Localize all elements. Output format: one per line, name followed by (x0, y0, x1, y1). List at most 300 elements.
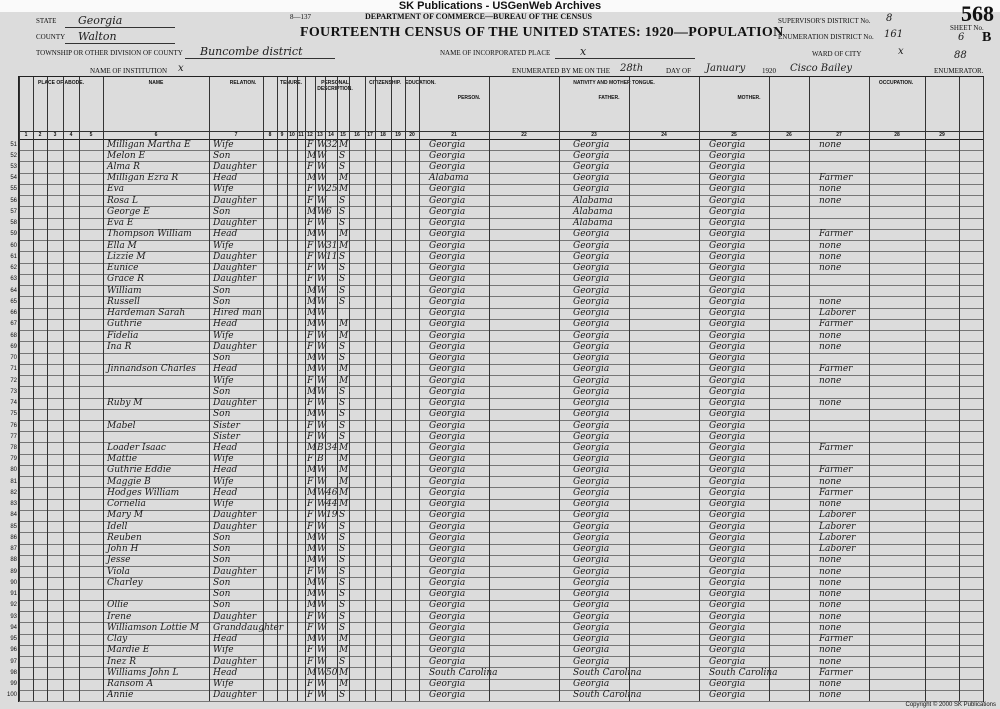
row-number: 55 (10, 186, 17, 193)
column-number: 1 (24, 132, 28, 138)
row-number: 66 (10, 310, 17, 317)
occupation: none (819, 341, 842, 352)
race: W (317, 409, 327, 420)
marital-status: S (339, 296, 346, 307)
mother-birthplace: Georgia (709, 442, 746, 453)
occupation: none (819, 240, 842, 251)
row-number: 53 (10, 163, 17, 170)
column-number: 25 (731, 132, 737, 138)
sex: M (307, 386, 317, 397)
mother-birthplace: Georgia (709, 510, 746, 521)
birthplace: Georgia (429, 161, 466, 172)
township-label: TOWNSHIP OR OTHER DIVISION OF COUNTY (36, 49, 183, 57)
age: 25 (326, 184, 338, 195)
sex: F (307, 566, 314, 577)
institution-value: x (178, 63, 184, 74)
marital-status: M (339, 499, 349, 510)
month-value: January (706, 63, 746, 74)
sex: M (307, 667, 317, 678)
father-birthplace: Georgia (573, 161, 610, 172)
sex: F (307, 645, 314, 656)
occupation: Farmer (819, 364, 853, 375)
row-number: 80 (10, 467, 17, 474)
row-number: 85 (10, 523, 17, 530)
grid-column-line (349, 77, 350, 701)
person-name: Milligan Ezra R (107, 173, 179, 184)
grid-column-line (305, 77, 306, 701)
grid-column-line (983, 77, 984, 701)
relation: Head (213, 487, 238, 498)
sex: M (307, 465, 317, 476)
mother-birthplace: Georgia (709, 409, 746, 420)
supervisor-value: 8 (886, 13, 893, 24)
place-label: NAME OF INCORPORATED PLACE (440, 49, 551, 57)
occupation: Farmer (819, 229, 853, 240)
race: W (317, 499, 327, 510)
relation: Son (213, 577, 231, 588)
person-name: Ollie (107, 600, 129, 611)
mother-birthplace: Georgia (709, 386, 746, 397)
occupation: Farmer (819, 442, 853, 453)
person-name: Williams John L (107, 667, 179, 678)
row-number: 96 (10, 647, 17, 654)
age: 46 (326, 487, 338, 498)
row-number: 67 (10, 321, 17, 328)
mother-birthplace: Georgia (709, 454, 746, 465)
father-birthplace: Georgia (573, 184, 610, 195)
father-birthplace: Georgia (573, 251, 610, 262)
father-birthplace: Georgia (573, 173, 610, 184)
birthplace: Georgia (429, 510, 466, 521)
marital-status: S (339, 386, 346, 397)
race: W (317, 229, 327, 240)
person-name: Mabel (107, 420, 136, 431)
grid-column-line (103, 77, 104, 701)
birthplace: Georgia (429, 611, 466, 622)
ward-label: WARD OF CITY (812, 50, 862, 58)
row-number: 78 (10, 444, 17, 451)
race: W (317, 353, 327, 364)
person-name: Guthrie Eddie (107, 465, 172, 476)
marital-status: S (339, 274, 346, 285)
mother-birthplace: Georgia (709, 679, 746, 690)
race: W (317, 341, 327, 352)
row-number: 83 (10, 501, 17, 508)
birthplace: Georgia (429, 690, 466, 701)
occupation: none (819, 555, 842, 566)
race: W (317, 634, 327, 645)
birthplace: Georgia (429, 364, 466, 375)
race: W (317, 285, 327, 296)
occupation: Laborer (819, 521, 856, 532)
mother-birthplace: Georgia (709, 589, 746, 600)
mother-birthplace: Georgia (709, 645, 746, 656)
father-birthplace: Georgia (573, 611, 610, 622)
mother-birthplace: Georgia (709, 656, 746, 667)
relation: Wife (213, 645, 234, 656)
race: W (317, 521, 327, 532)
mother-birthplace: Georgia (709, 487, 746, 498)
row-line (19, 701, 983, 702)
marital-status: S (339, 589, 346, 600)
sex: F (307, 622, 314, 633)
row-line (19, 420, 983, 421)
person-name: George E (107, 206, 150, 217)
father-birthplace: Georgia (573, 375, 610, 386)
sex: F (307, 499, 314, 510)
column-number: 16 (354, 132, 360, 138)
occupation: none (819, 184, 842, 195)
birthplace: Georgia (429, 240, 466, 251)
occupation: none (819, 398, 842, 409)
grid-column-line (365, 77, 366, 701)
father-birthplace: Georgia (573, 521, 610, 532)
marital-status: S (339, 622, 346, 633)
father-birthplace: Georgia (573, 465, 610, 476)
birthplace: Georgia (429, 319, 466, 330)
father-birthplace: Georgia (573, 600, 610, 611)
relation: Head (213, 319, 238, 330)
grid-column-line (79, 77, 80, 701)
race: W (317, 589, 327, 600)
person-name: Melon E (107, 150, 146, 161)
person-name: Viola (107, 566, 130, 577)
row-number: 97 (10, 658, 17, 665)
mother-birthplace: Georgia (709, 521, 746, 532)
relation: Wife (213, 454, 234, 465)
department-heading: DEPARTMENT OF COMMERCE—BUREAU OF THE CENSUS (365, 12, 592, 21)
marital-status: M (339, 442, 349, 453)
race: W (317, 274, 327, 285)
mother-birthplace: Georgia (709, 555, 746, 566)
side-note: 88 (954, 50, 967, 61)
birthplace: South Carolina (429, 667, 498, 678)
person-name: Ransom A (107, 679, 154, 690)
relation: Daughter (213, 656, 257, 667)
occupation: none (819, 600, 842, 611)
grid-column-line (489, 77, 490, 701)
column-number: 10 (289, 132, 295, 138)
column-number: 29 (939, 132, 945, 138)
birthplace: Georgia (429, 330, 466, 341)
institution-label: NAME OF INSTITUTION (90, 67, 167, 75)
county-label: COUNTY (36, 33, 66, 41)
grid-column-line (769, 77, 770, 701)
marital-status: M (339, 173, 349, 184)
father-birthplace: Georgia (573, 476, 610, 487)
relation: Son (213, 386, 231, 397)
grid-column-line (405, 77, 406, 701)
supervisor-label: SUPERVISOR'S DISTRICT No. (778, 17, 871, 25)
mother-birthplace: Georgia (709, 431, 746, 442)
marital-status: M (339, 229, 349, 240)
sex: M (307, 150, 317, 161)
occupation: Farmer (819, 667, 853, 678)
father-birthplace: Georgia (573, 308, 610, 319)
relation: Granddaughter (213, 622, 284, 633)
marital-status: S (339, 161, 346, 172)
occupation: none (819, 251, 842, 262)
father-birthplace: Georgia (573, 645, 610, 656)
sex: M (307, 409, 317, 420)
person-name: Ruby M (107, 398, 143, 409)
father-birthplace: Georgia (573, 442, 610, 453)
race: W (317, 667, 327, 678)
relation: Head (213, 667, 238, 678)
relation: Daughter (213, 566, 257, 577)
row-number: 73 (10, 388, 17, 395)
column-number: 21 (451, 132, 457, 138)
relation: Wife (213, 499, 234, 510)
race: W (317, 150, 327, 161)
father-birthplace: Georgia (573, 139, 610, 150)
marital-status: M (339, 184, 349, 195)
sex: F (307, 139, 314, 150)
birthplace: Georgia (429, 398, 466, 409)
person-name: Grace R (107, 274, 144, 285)
person-name: Mardie E (107, 645, 150, 656)
mother-birthplace: Georgia (709, 420, 746, 431)
marital-status: S (339, 409, 346, 420)
sex: F (307, 521, 314, 532)
row-number: 100 (6, 692, 17, 699)
mother-birthplace: Georgia (709, 195, 746, 206)
age: 50 (326, 667, 338, 678)
father-birthplace: Georgia (573, 454, 610, 465)
grid-column-line (315, 77, 316, 701)
sex: M (307, 544, 317, 555)
father-birthplace: Georgia (573, 296, 610, 307)
enumerated-label: ENUMERATED BY ME ON THE (512, 67, 610, 75)
grid-column-line (63, 77, 64, 701)
sex: F (307, 679, 314, 690)
birthplace: Georgia (429, 206, 466, 217)
column-number: 18 (380, 132, 386, 138)
column-number: 28 (894, 132, 900, 138)
mother-birthplace: Georgia (709, 173, 746, 184)
age: 11 (326, 251, 338, 262)
grid-column-line (337, 77, 338, 701)
sex: M (307, 487, 317, 498)
father-birthplace: Georgia (573, 386, 610, 397)
column-number: 22 (521, 132, 527, 138)
person-name: Guthrie (107, 319, 142, 330)
father-birthplace: Georgia (573, 566, 610, 577)
person-name: Ina R (107, 341, 132, 352)
race: W (317, 139, 327, 150)
sex: F (307, 218, 314, 229)
grid-column-line (959, 77, 960, 701)
father-birthplace: Georgia (573, 274, 610, 285)
township-value: Buncombe district (200, 45, 303, 58)
grid-column-line (699, 77, 700, 701)
birthplace: Georgia (429, 645, 466, 656)
race: W (317, 566, 327, 577)
row-number: 90 (10, 579, 17, 586)
column-number: 17 (367, 132, 373, 138)
father-birthplace: Georgia (573, 420, 610, 431)
marital-status: S (339, 577, 346, 588)
father-birthplace: Georgia (573, 240, 610, 251)
sex: F (307, 510, 314, 521)
mother-birthplace: Georgia (709, 690, 746, 701)
marital-status: S (339, 532, 346, 543)
mother-birthplace: Georgia (709, 600, 746, 611)
race: W (317, 398, 327, 409)
person-name: Eunice (107, 263, 139, 274)
column-number: 6 (154, 132, 158, 138)
occupation: none (819, 330, 842, 341)
occupation: Farmer (819, 487, 853, 498)
father-birthplace: Georgia (573, 589, 610, 600)
relation: Daughter (213, 510, 257, 521)
grid-column-line (47, 77, 48, 701)
row-number: 81 (10, 478, 17, 485)
birthplace: Georgia (429, 600, 466, 611)
race: W (317, 656, 327, 667)
marital-status: S (339, 398, 346, 409)
state-label: STATE (36, 17, 57, 25)
occupation: none (819, 476, 842, 487)
county-value: Walton (78, 30, 117, 43)
row-number: 56 (10, 197, 17, 204)
row-line (19, 431, 983, 432)
occupation: Farmer (819, 173, 853, 184)
mother-birthplace: Georgia (709, 499, 746, 510)
occupation: Laborer (819, 308, 856, 319)
race: W (317, 544, 327, 555)
person-name: Lizzie M (107, 251, 146, 262)
marital-status: S (339, 206, 346, 217)
grid-column-line (419, 77, 420, 701)
father-birthplace: Georgia (573, 150, 610, 161)
race: W (317, 184, 327, 195)
occupation: none (819, 296, 842, 307)
occupation: none (819, 263, 842, 274)
sex: F (307, 431, 314, 442)
occupation: Laborer (819, 544, 856, 555)
birthplace: Georgia (429, 150, 466, 161)
nativity-subheading: FATHER. (598, 95, 620, 101)
form-number: 8—137 (290, 13, 311, 21)
ed-value: 161 (884, 29, 904, 40)
column-number: 20 (409, 132, 415, 138)
race: W (317, 690, 327, 701)
birthplace: Georgia (429, 577, 466, 588)
row-number: 99 (10, 681, 17, 688)
relation: Son (213, 353, 231, 364)
race: W (317, 240, 327, 251)
row-number: 88 (10, 557, 17, 564)
relation: Head (213, 229, 238, 240)
father-birthplace: Georgia (573, 364, 610, 375)
occupation: none (819, 589, 842, 600)
race: W (317, 195, 327, 206)
relation: Wife (213, 679, 234, 690)
father-birthplace: Georgia (573, 577, 610, 588)
column-number: 14 (328, 132, 334, 138)
birthplace: Georgia (429, 251, 466, 262)
sex: M (307, 532, 317, 543)
marital-status: M (339, 465, 349, 476)
marital-status: M (339, 454, 349, 465)
enumerated-day: 28th (620, 63, 644, 74)
sex: F (307, 274, 314, 285)
day-of-label: DAY OF (666, 67, 691, 75)
occupation: none (819, 679, 842, 690)
birthplace: Georgia (429, 308, 466, 319)
row-number: 70 (10, 355, 17, 362)
row-number: 72 (10, 377, 17, 384)
column-number: 8 (268, 132, 272, 138)
relation: Daughter (213, 263, 257, 274)
group-heading: OCCUPATION. (878, 80, 914, 86)
sex: M (307, 555, 317, 566)
race: W (317, 218, 327, 229)
father-birthplace: Alabama (573, 206, 613, 217)
column-headings (19, 77, 983, 140)
column-number: 7 (234, 132, 238, 138)
marital-status: S (339, 420, 346, 431)
race: W (317, 487, 327, 498)
mother-birthplace: Georgia (709, 398, 746, 409)
mother-birthplace: Georgia (709, 476, 746, 487)
column-number: 9 (280, 132, 284, 138)
father-birthplace: Georgia (573, 341, 610, 352)
father-birthplace: South Carolina (573, 667, 642, 678)
birthplace: Georgia (429, 431, 466, 442)
birthplace: Georgia (429, 184, 466, 195)
race: W (317, 206, 327, 217)
father-birthplace: Alabama (573, 195, 613, 206)
relation: Head (213, 634, 238, 645)
birthplace: Georgia (429, 409, 466, 420)
sex: M (307, 229, 317, 240)
sex: F (307, 251, 314, 262)
father-birthplace: Georgia (573, 679, 610, 690)
marital-status: S (339, 150, 346, 161)
column-number: 26 (786, 132, 792, 138)
grid-column-line (629, 77, 630, 701)
row-line (19, 386, 983, 387)
marital-status: M (339, 487, 349, 498)
relation: Head (213, 173, 238, 184)
person-name: Charley (107, 577, 143, 588)
relation: Daughter (213, 218, 257, 229)
row-line (19, 454, 983, 455)
age: 31 (326, 240, 338, 251)
row-number: 82 (10, 489, 17, 496)
row-number: 91 (10, 591, 17, 598)
race: B (317, 442, 324, 453)
race: W (317, 622, 327, 633)
ward-value: x (898, 46, 904, 57)
race: W (317, 330, 327, 341)
marital-status: S (339, 690, 346, 701)
mother-birthplace: Georgia (709, 566, 746, 577)
marital-status: S (339, 341, 346, 352)
sex: F (307, 161, 314, 172)
row-line (19, 218, 983, 219)
row-number: 93 (10, 613, 17, 620)
race: W (317, 465, 327, 476)
mother-birthplace: Georgia (709, 364, 746, 375)
race: W (317, 375, 327, 386)
person-name: Maggie B (107, 476, 151, 487)
birthplace: Georgia (429, 622, 466, 633)
birthplace: Georgia (429, 566, 466, 577)
birthplace: Georgia (429, 634, 466, 645)
